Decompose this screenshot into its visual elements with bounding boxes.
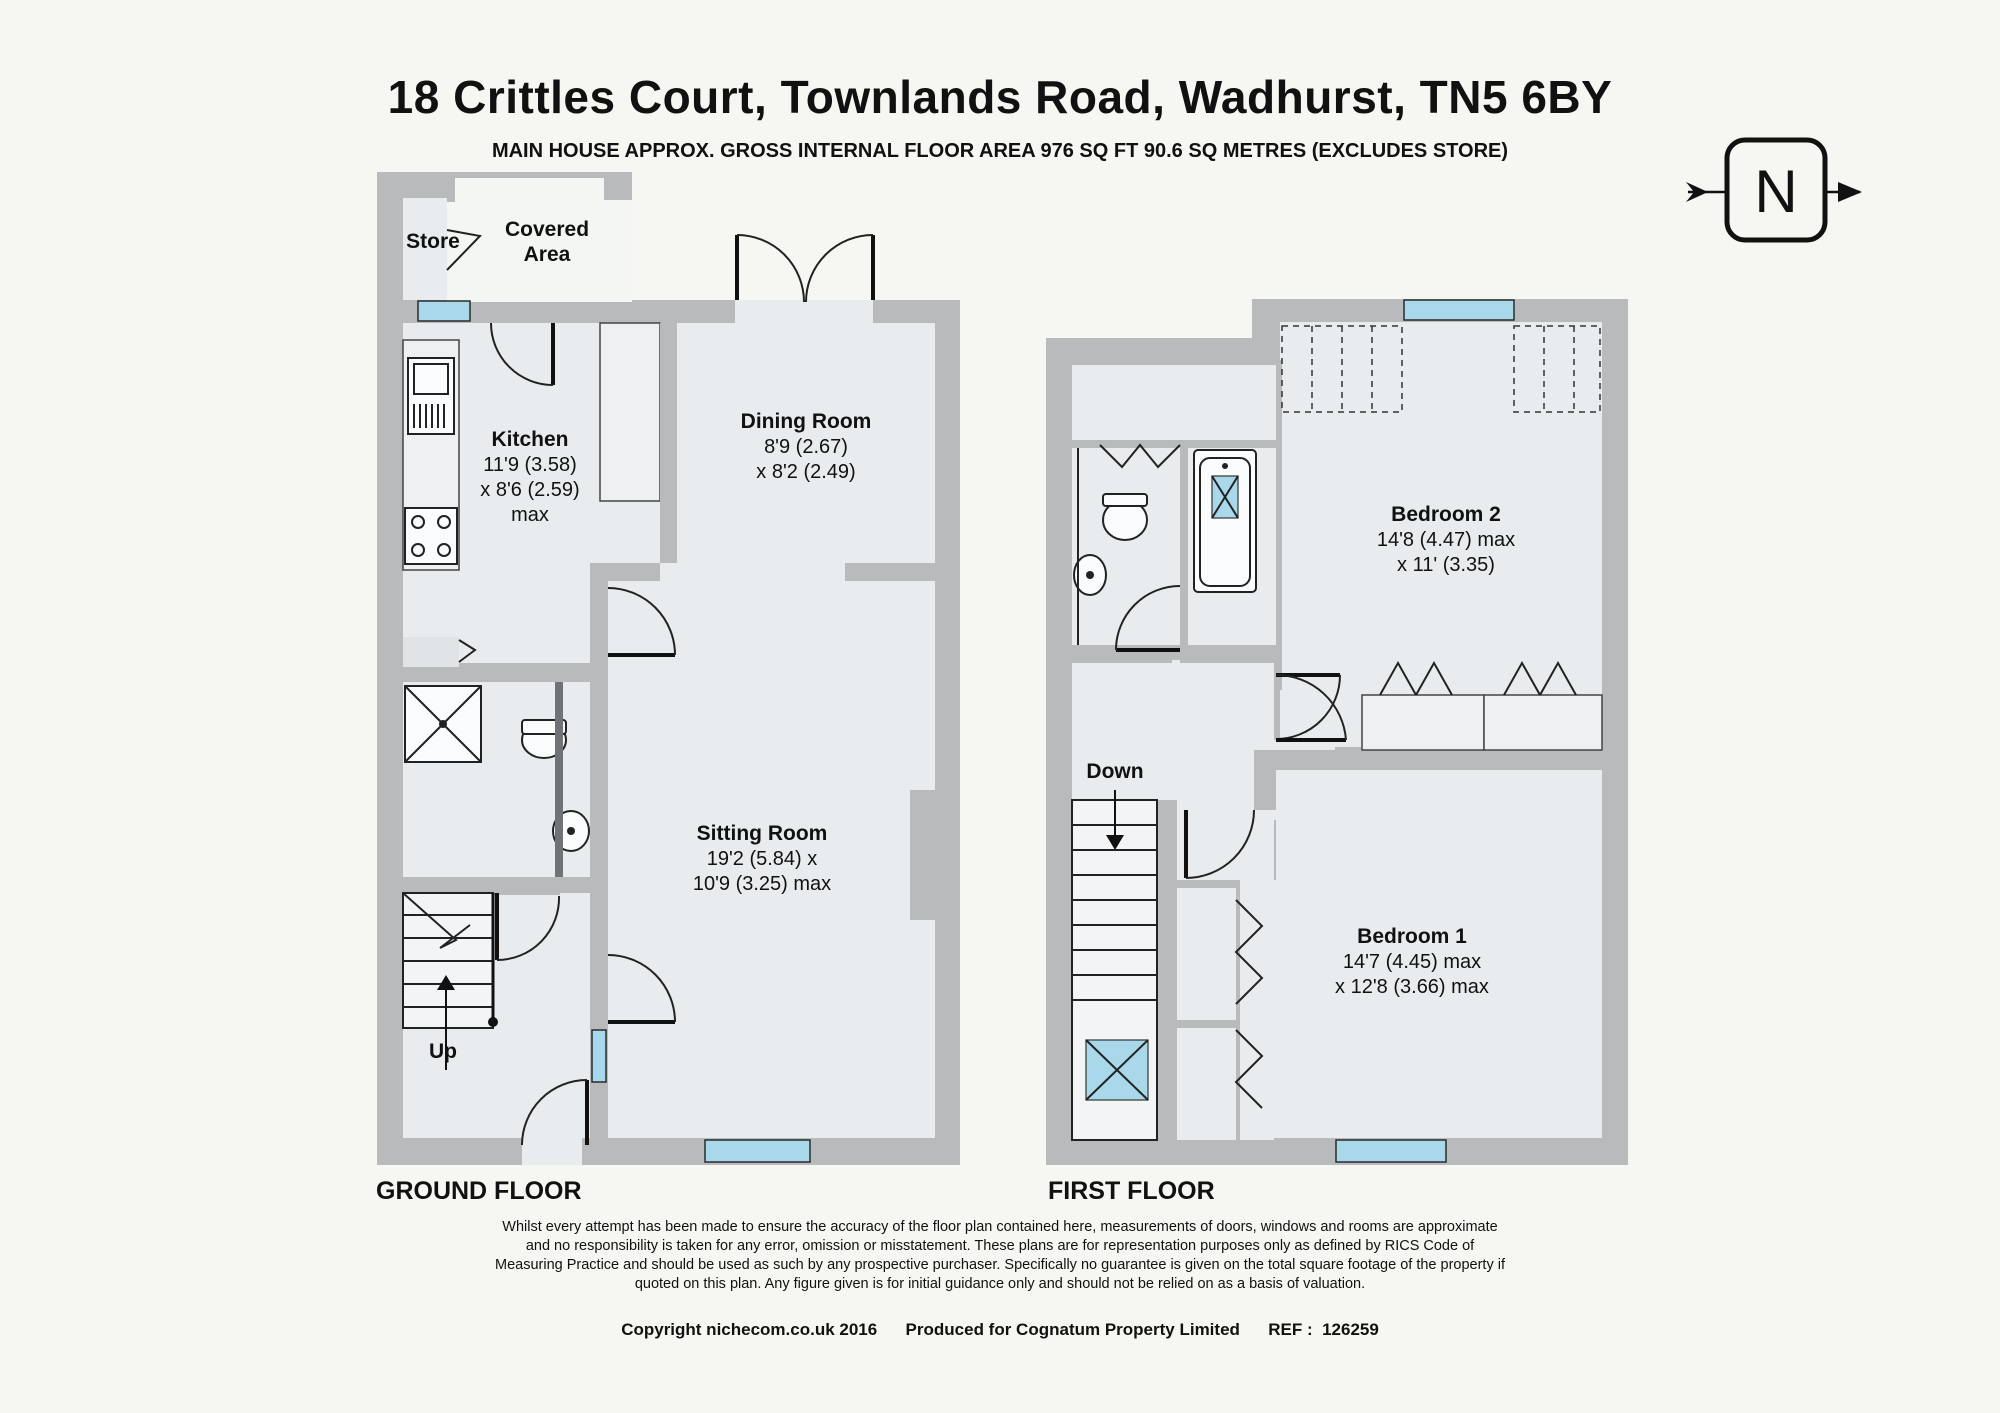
stairs-down-label: Down [1086, 760, 1144, 783]
footer [0, 1320, 2000, 1340]
bedroom-1-window [1336, 1140, 1446, 1162]
first-floor-label: FIRST FLOOR [1048, 1177, 1215, 1205]
ground-floor-label: GROUND FLOOR [376, 1177, 582, 1205]
dining-room-label: Dining Room [740, 410, 872, 433]
first-floor-plan [1046, 299, 1628, 1165]
sitting-room-window [705, 1140, 810, 1162]
bedroom-2-dim-1: 14'8 (4.47) max [1376, 529, 1516, 551]
disclaimer-text: Whilst every attempt has been made to ensure the accuracy of the floor plan contained here, measurements of doors, windows and rooms are approximate and no responsibility is taken for any error, omission or misstatement. These plans are for representation purposes only as defined by RICS Code of Measuring Practice and should be used as such by any prospective purchaser. Specifically no guarantee is given on the total square footage of the property if quoted on this plan. Any figure given is for initial guidance only and should not be relied on as a basis of valuation. [495, 1219, 1505, 1292]
bedroom-1-dim-1: 14'7 (4.45) max [1342, 951, 1482, 973]
store-label: Store [406, 230, 460, 253]
footer-ref: REF : 126259 [1268, 1320, 1379, 1339]
hall-window [592, 1030, 606, 1082]
bedroom-2-window [1404, 300, 1514, 320]
kitchen-window [418, 301, 470, 321]
sitting-room-label: Sitting Room [696, 822, 828, 845]
kitchen-dim-1: 11'9 (3.58) [483, 454, 577, 476]
dining-room-dim-2: x 8'2 (2.49) [756, 461, 856, 483]
dining-room-dim-1: 8'9 (2.67) [764, 436, 848, 458]
sitting-room-dim-1: 19'2 (5.84) x [706, 848, 818, 870]
kitchen-dim-2: x 8'6 (2.59) [480, 479, 580, 501]
bedroom-2-dim-2: x 11' (3.35) [1397, 554, 1495, 576]
covered-area-label-1: Covered [504, 218, 590, 241]
bedroom-1-dim-2: x 12'8 (3.66) max [1335, 976, 1489, 998]
sitting-room-dim-2: 10'9 (3.25) max [692, 873, 832, 895]
kitchen-dim-3: max [511, 504, 549, 526]
stairs-up-label: Up [429, 1040, 457, 1063]
first-floor-stairs [1072, 790, 1157, 1140]
page-title: 18 Crittles Court, Townlands Road, Wadhurst, TN5 6BY [387, 71, 1613, 123]
footer-copyright: Copyright nichecom.co.uk 2016 [621, 1320, 878, 1339]
north-compass-icon [1686, 140, 1862, 240]
kitchen-label: Kitchen [491, 428, 569, 451]
compass-label: N [1754, 158, 1798, 225]
bedroom-1-label: Bedroom 1 [1357, 925, 1467, 948]
covered-area-label-2: Area [523, 243, 571, 266]
footer-produced-for: Produced for Cognatum Property Limited [905, 1320, 1240, 1339]
bedroom-2-label: Bedroom 2 [1391, 503, 1501, 526]
floor-area-subtitle: MAIN HOUSE APPROX. GROSS INTERNAL FLOOR AREA 976 SQ FT 90.6 SQ METRES (EXCLUDES STORE) [491, 140, 1509, 162]
ground-floor-plan [377, 172, 960, 1165]
